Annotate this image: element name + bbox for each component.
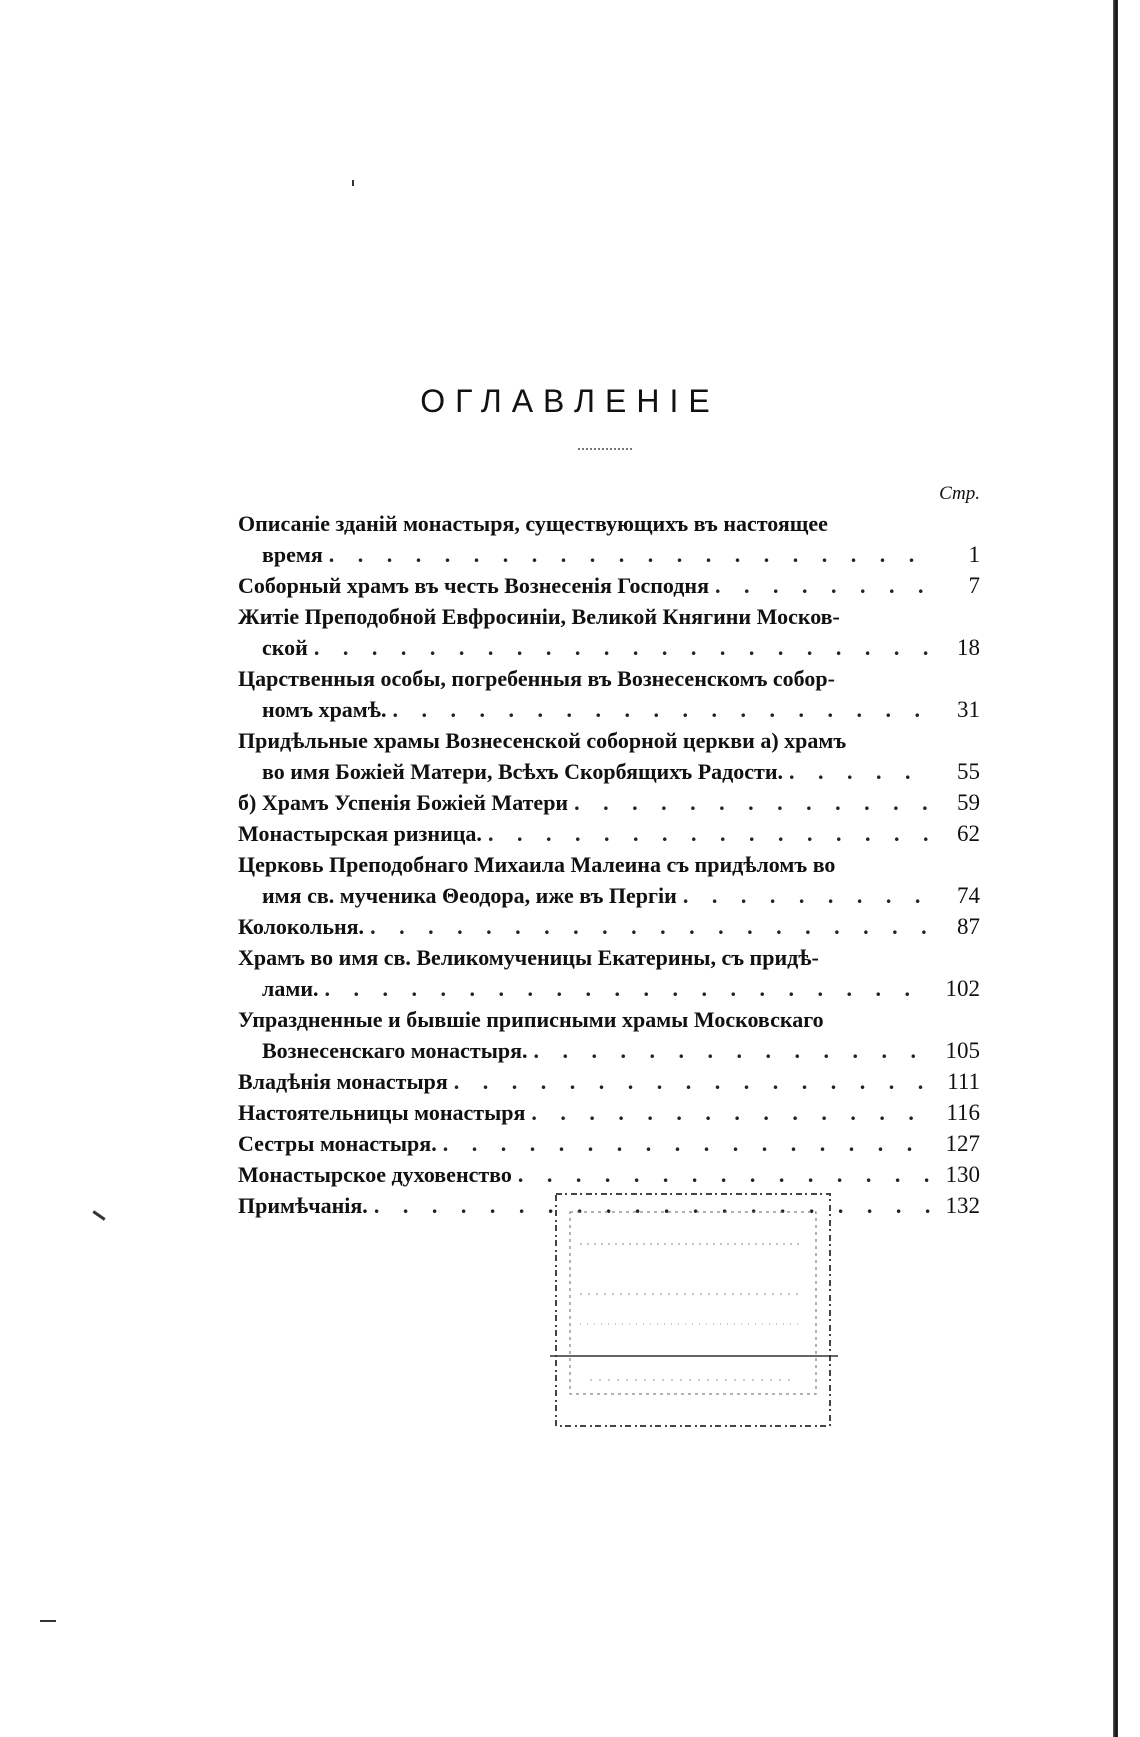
- toc-entry-line: [238, 911, 980, 942]
- dot-leader: [574, 787, 932, 818]
- toc-page-number: 105: [945, 1038, 980, 1063]
- toc-page-number: 127: [945, 1131, 980, 1156]
- dot-leader: [683, 880, 932, 911]
- toc-entry-text: Монастырское духовенство: [238, 1162, 512, 1187]
- toc-page-number: 87: [957, 914, 980, 939]
- toc-page-number: 1: [968, 542, 980, 567]
- toc-entry-line: [238, 1097, 980, 1128]
- toc-page-number: 130: [945, 1162, 980, 1187]
- toc-page-number: 111: [947, 1069, 980, 1094]
- dot-leader: [329, 539, 932, 570]
- dot-leader: [325, 973, 932, 1004]
- toc-entry-line: [238, 632, 980, 663]
- toc-entry-text: б) Храмъ Успенія Божіей Матери: [238, 790, 569, 815]
- toc-entry-text: Церковь Преподобнаго Михаила Малеина съ придѣломъ во: [238, 852, 836, 877]
- dot-leader: [715, 570, 932, 601]
- toc-page-number: 116: [946, 1100, 980, 1125]
- toc-entry-text: Соборный храмъ въ честь Вознесенія Господня: [238, 573, 710, 598]
- toc-entry-text: Примѣчанія.: [238, 1193, 368, 1218]
- toc-entry-line: [238, 1004, 980, 1035]
- dot-leader: [443, 1128, 932, 1159]
- toc-page-number: 18: [957, 635, 980, 660]
- toc-entries: [238, 508, 980, 1221]
- toc-page-number: 59: [957, 790, 980, 815]
- toc-entry-text: Храмъ во имя св. Великомученицы Екатерины, съ придѣ-: [238, 945, 819, 970]
- margin-mark: [92, 1210, 105, 1220]
- dot-leader: [531, 1097, 932, 1128]
- page-title: ОГЛАВЛЕНІЕ: [420, 383, 720, 420]
- toc-entry-text: ской: [262, 635, 308, 660]
- toc-page-number: 102: [945, 976, 980, 1001]
- dot-leader: [789, 756, 932, 787]
- library-stamp: [550, 1184, 838, 1434]
- toc-entry-text: Сестры монастыря.: [238, 1131, 437, 1156]
- toc-entry-text: Житіе Преподобной Евфросиніи, Великой Княгини Москов-: [238, 604, 840, 629]
- toc-page-number: 7: [968, 573, 980, 598]
- toc-entry-text: Упраздненные и бывшіе приписными храмы Московскаго: [238, 1007, 824, 1032]
- toc-entry-text: Вознесенскаго монастыря.: [262, 1038, 528, 1063]
- toc-entry-text: во имя Божіей Матери, Всѣхъ Скорбящихъ Радости.: [262, 759, 784, 784]
- toc-entry-line: [238, 539, 980, 570]
- toc-entry-line: [238, 663, 980, 694]
- toc-entry-line: [238, 756, 980, 787]
- toc-entry-line: [238, 694, 980, 725]
- toc-entry-text: имя св. мученика Θеодора, иже въ Пергіи: [262, 883, 677, 908]
- toc-entry-text: Настоятельницы монастыря: [238, 1100, 526, 1125]
- toc-entry-line: [238, 942, 980, 973]
- toc-entry-text: Описаніе зданій монастыря, существующихъ въ настоящее: [238, 511, 828, 536]
- dot-leader: [454, 1066, 932, 1097]
- toc-entry-line: [238, 1035, 980, 1066]
- toc-entry-text: Владѣнія монастыря: [238, 1069, 448, 1094]
- stamp-graphic: [550, 1184, 838, 1434]
- toc-entry-line: [238, 849, 980, 880]
- toc-entry-text: лами.: [262, 976, 319, 1001]
- toc-entry-text: Царственныя особы, погребенныя въ Вознесенскомъ собор-: [238, 666, 835, 691]
- toc-entry-text: время: [262, 542, 323, 567]
- page-column-header: Стр.: [939, 483, 980, 504]
- toc-entry-line: [238, 818, 980, 849]
- margin-mark: [40, 1620, 56, 1622]
- dot-leader: [488, 818, 932, 849]
- toc-entry-line: [238, 508, 980, 539]
- toc-entry-line: [238, 973, 980, 1004]
- toc-entry-line: [238, 570, 980, 601]
- page-edge-shadow: [1113, 0, 1118, 1737]
- title-ornament: [578, 448, 632, 453]
- margin-mark: [352, 180, 354, 186]
- toc-entry-line: [238, 1066, 980, 1097]
- toc-entry-line: [238, 880, 980, 911]
- dot-leader: [393, 694, 933, 725]
- toc-page-number: 55: [957, 759, 980, 784]
- dot-leader: [370, 911, 932, 942]
- toc-page-number: 74: [957, 883, 980, 908]
- toc-entry-line: [238, 601, 980, 632]
- toc-entry-text: Придѣльные храмы Вознесенской соборной церкви а) храмъ: [238, 728, 847, 753]
- dot-leader: [314, 632, 932, 663]
- table-of-contents: [238, 480, 980, 1221]
- toc-entry-line: [238, 787, 980, 818]
- toc-entry-line: [238, 725, 980, 756]
- toc-page-number: 132: [945, 1193, 980, 1218]
- toc-page-number: 31: [957, 697, 980, 722]
- toc-page-number: 62: [957, 821, 980, 846]
- toc-entry-text: Колокольня.: [238, 914, 365, 939]
- dot-leader: [534, 1035, 932, 1066]
- toc-entry-line: [238, 1128, 980, 1159]
- toc-entry-text: Монастырская ризница.: [238, 821, 482, 846]
- toc-entry-text: номъ храмѣ.: [262, 697, 387, 722]
